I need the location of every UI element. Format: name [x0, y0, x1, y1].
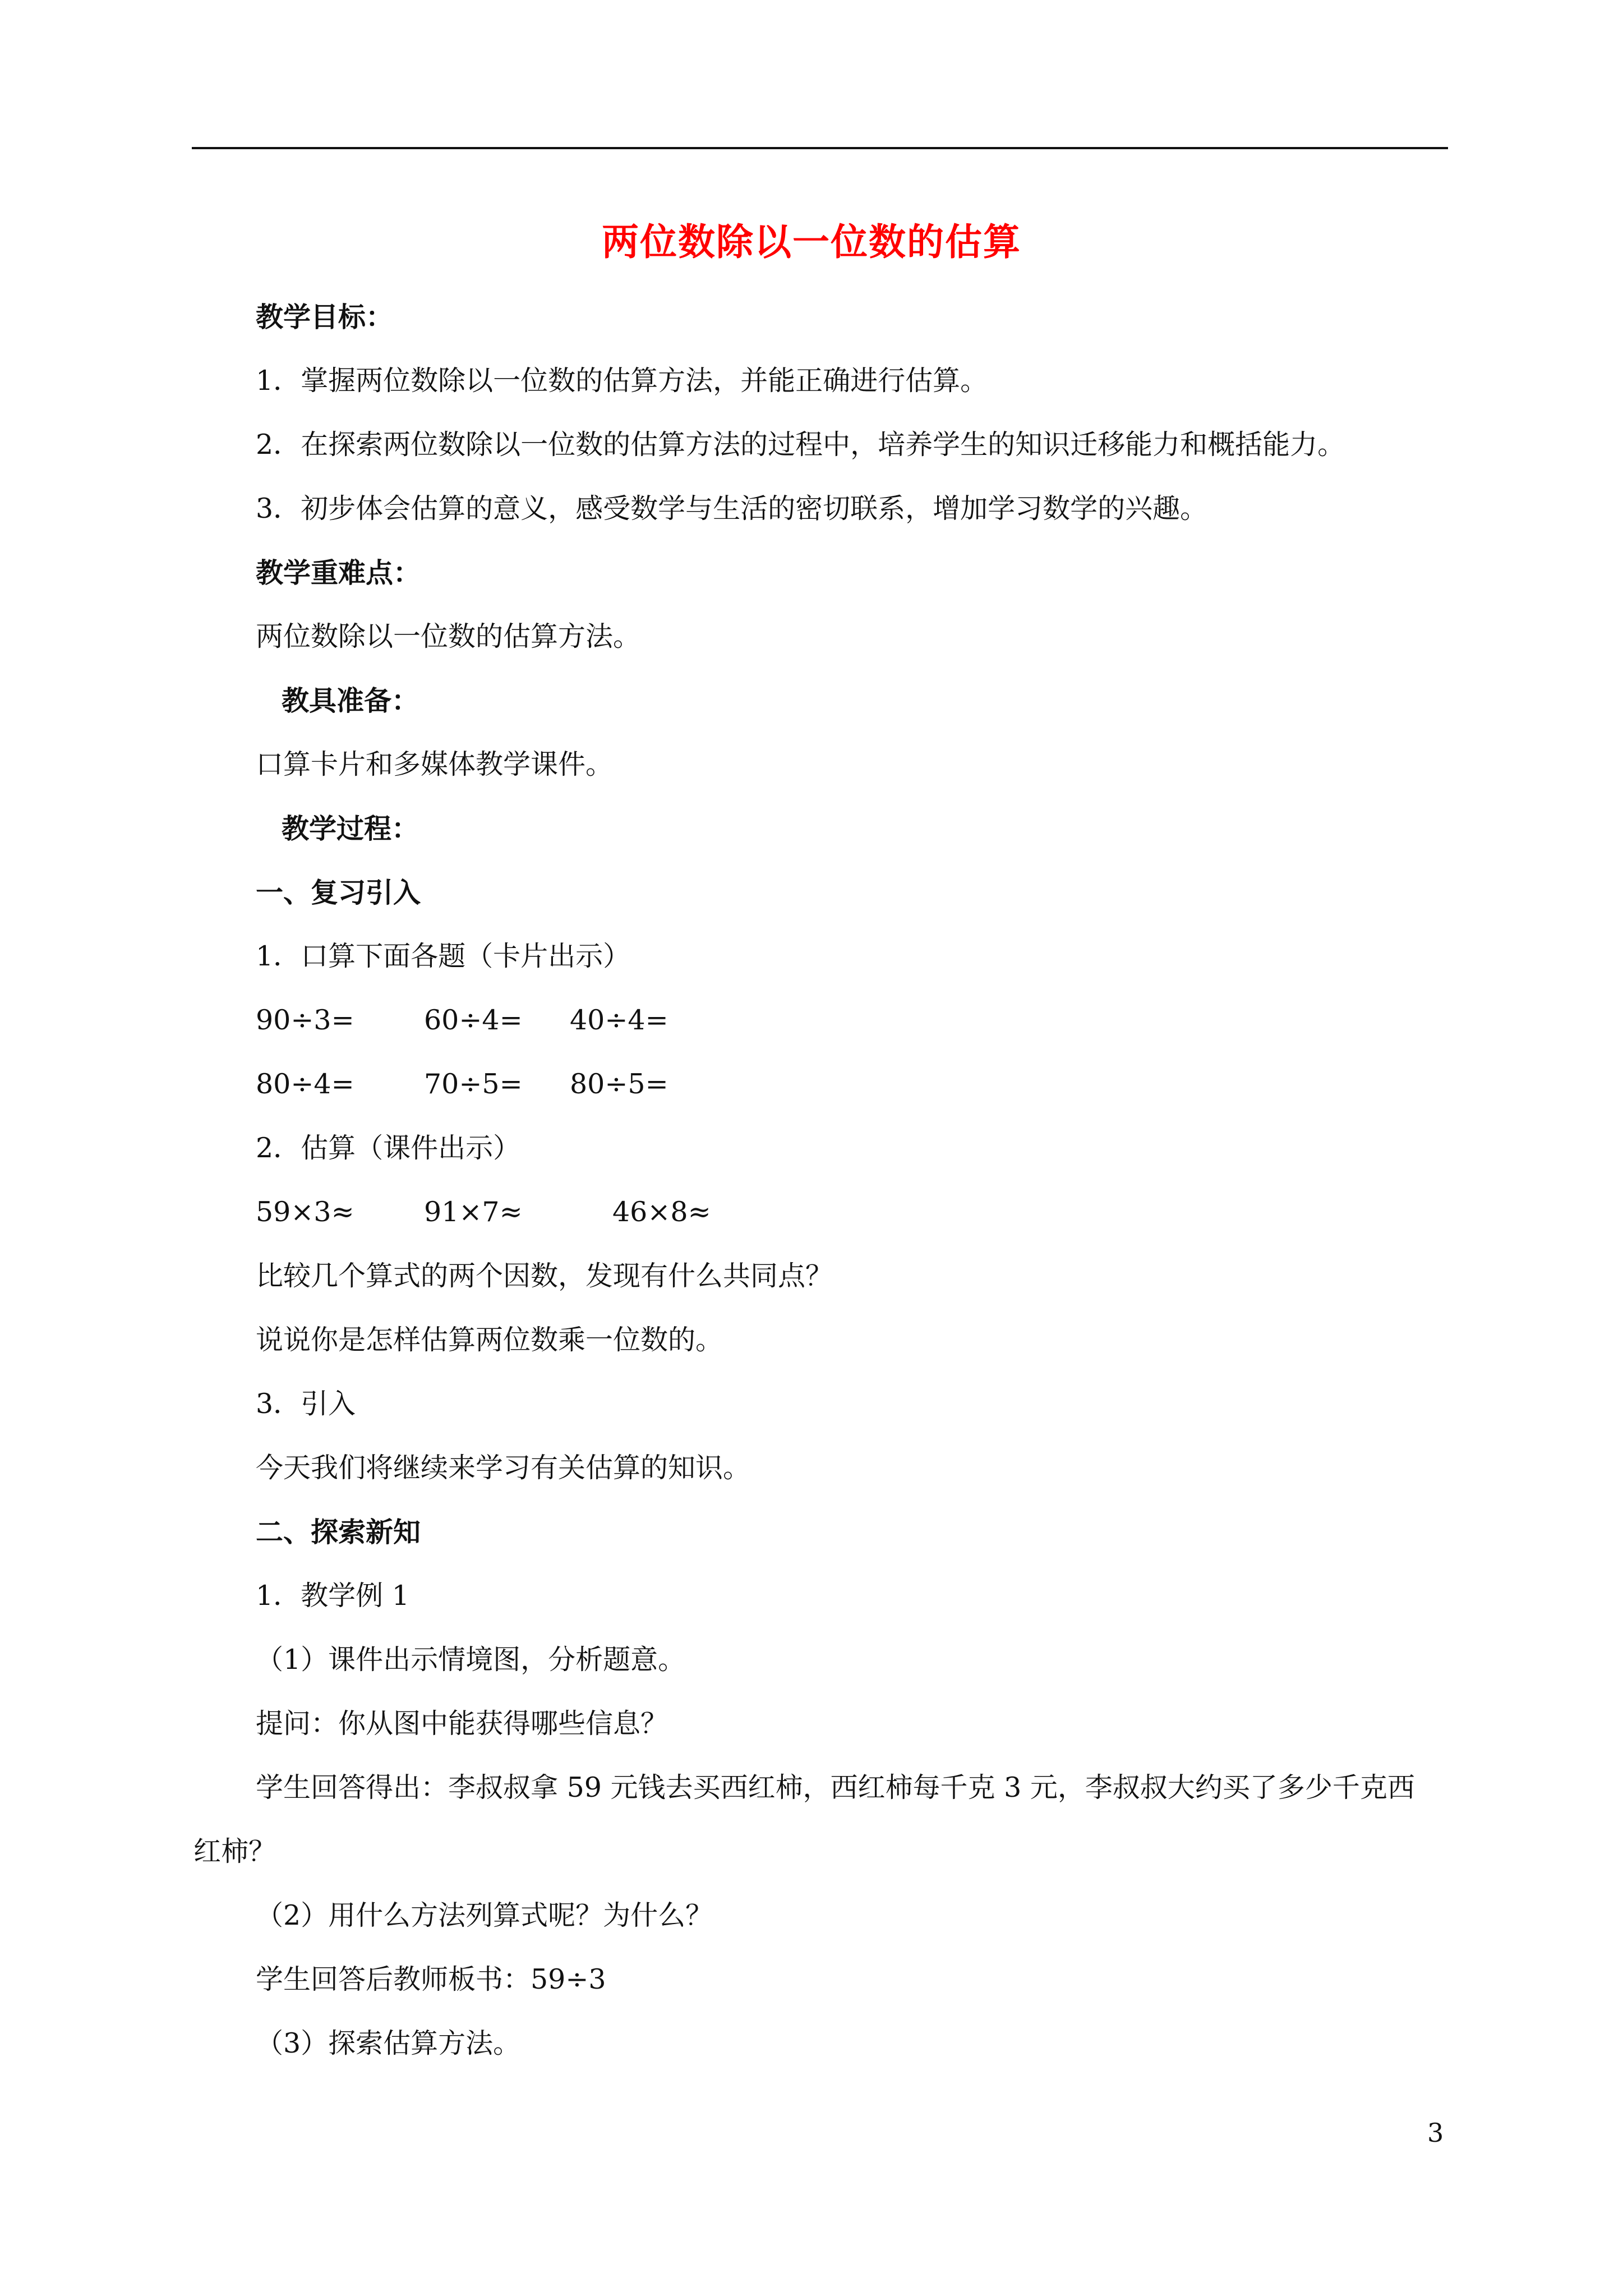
objective-item: 2．在探索两位数除以一位数的估算方法的过程中，培养学生的知识迁移能力和概括能力。: [256, 429, 1345, 461]
tools-heading: 教具准备：: [282, 684, 419, 717]
process-heading: 教学过程：: [282, 812, 419, 845]
expression: 60÷4=: [424, 1004, 523, 1036]
tools-text: 口算卡片和多媒体教学课件。: [256, 748, 614, 780]
answer-line-2: 红柿？: [193, 1835, 276, 1867]
expression: 59×3≈: [256, 1196, 354, 1228]
estimate-row: [256, 1196, 929, 1230]
key-points-heading: 教学重难点：: [256, 556, 421, 589]
expression: 46×8≈: [612, 1196, 711, 1228]
step-2: （2）用什么方法列算式呢？为什么？: [256, 1899, 713, 1931]
page-title: 两位数除以一位数的估算: [602, 220, 1021, 264]
oral-calc-row-2: [256, 1068, 929, 1102]
compare-text: 比较几个算式的两个因数，发现有什么共同点？: [256, 1260, 833, 1292]
step-3: （3）探索估算方法。: [256, 2027, 521, 2059]
talk-text: 说说你是怎样估算两位数乘一位数的。: [256, 1324, 723, 1356]
answer-line-1: 学生回答得出：李叔叔拿 59 元钱去买西红柿，西红柿每千克 3 元，李叔叔大约买了多少千克西: [256, 1772, 1415, 1803]
example-title: 1．教学例 1: [256, 1580, 409, 1612]
question-text: 提问：你从图中能获得哪些信息？: [256, 1708, 668, 1740]
page-number: 3: [1427, 2118, 1444, 2148]
expression: 70÷5=: [424, 1068, 523, 1100]
expression: 80÷4=: [256, 1068, 354, 1100]
oral-calc-row-1: [256, 1004, 929, 1038]
section1-item2: 2．估算（课件出示）: [256, 1132, 521, 1164]
key-points-text: 两位数除以一位数的估算方法。: [256, 620, 641, 652]
expression: 40÷4=: [570, 1004, 668, 1036]
expression: 91×7≈: [424, 1196, 523, 1228]
step-1: （1）课件出示情境图，分析题意。: [256, 1644, 686, 1676]
objective-item: 3．初步体会估算的意义，感受数学与生活的密切联系，增加学习数学的兴趣。: [256, 493, 1208, 524]
section1-item1: 1．口算下面各题（卡片出示）: [256, 940, 631, 972]
section2-heading: 二、探索新知: [256, 1516, 421, 1548]
objective-item: 1．掌握两位数除以一位数的估算方法，并能正确进行估算。: [256, 365, 988, 397]
intro-text: 今天我们将继续来学习有关估算的知识。: [256, 1452, 751, 1484]
objectives-heading: 教学目标：: [256, 301, 394, 333]
board-text: 学生回答后教师板书：59÷3: [256, 1963, 606, 1995]
expression: 90÷3=: [256, 1004, 354, 1036]
section1-heading: 一、复习引入: [256, 876, 421, 909]
expression: 80÷5=: [570, 1068, 668, 1100]
section1-item3: 3．引入: [256, 1388, 356, 1420]
header-rule: [192, 147, 1448, 149]
